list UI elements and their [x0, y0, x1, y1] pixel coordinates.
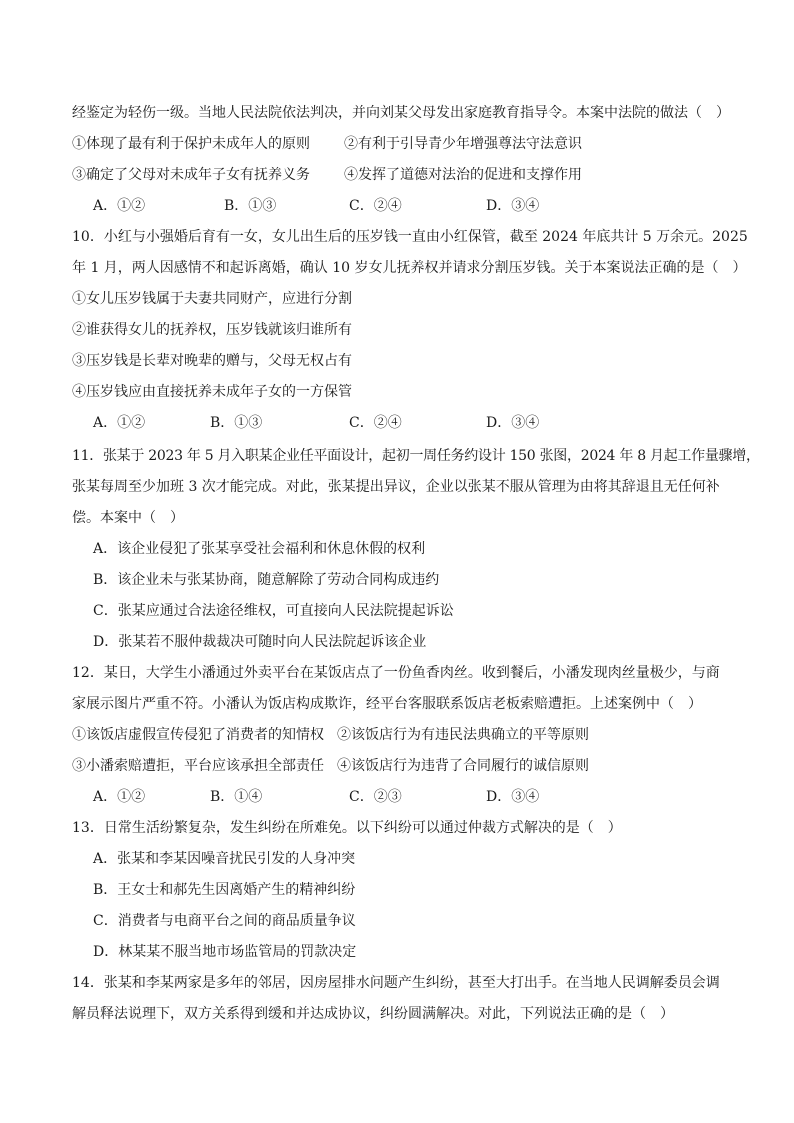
- q11-stem-line-2: 张某每周至少加班 3 次才能完成。对此，张某提出异议，企业以张某不服从管理为由将其辞退且无任何补: [72, 479, 720, 495]
- q9-option-c: C．②④: [349, 198, 402, 214]
- q12-statement-3: ③小潘索赔遭拒，平台应该承担全部责任: [72, 758, 324, 774]
- q13-option-b: B．王女士和郝先生因离婚产生的精神纠纷: [93, 882, 356, 898]
- q11-option-d: D．张某若不服仲裁裁决可随时向人民法院起诉该企业: [93, 634, 427, 650]
- q11-option-b: B．该企业未与张某协商，随意解除了劳动合同构成违约: [93, 572, 440, 588]
- q12-statements-row-1: [72, 726, 752, 744]
- q9-statement-1: ①体现了最有利于保护未成年人的原则: [72, 136, 310, 152]
- q10-option-b: B．①③: [210, 415, 263, 431]
- q9-statement-3: ③确定了父母对未成年子女有抚养义务: [72, 167, 310, 183]
- q11-stem-line-3: 偿。本案中（ ）: [72, 510, 184, 526]
- q9-statement-4: ④发挥了道德对法治的促进和支撑作用: [344, 167, 582, 183]
- q10-statement-1: ①女儿压岁钱属于夫妻共同财产，应进行分割: [72, 291, 352, 307]
- q12-option-b: B．①④: [210, 789, 263, 805]
- q12-option-a: A．①②: [93, 789, 146, 805]
- q12-statement-2: ②该饭店行为有违民法典确立的平等原则: [337, 727, 589, 743]
- q12-statement-1: ①该饭店虚假宣传侵犯了消费者的知情权: [72, 727, 324, 743]
- q10-statement-3: ③压岁钱是长辈对晚辈的赠与，父母无权占有: [72, 353, 352, 369]
- q9-statements-row-2: [72, 166, 752, 184]
- q10-stem-line-2: 年 1 月，两人因感情不和起诉离婚，确认 10 岁女儿抚养权并请求分割压岁钱。关于本案说法正确的是（ ）: [72, 260, 747, 276]
- q13-option-d: D．林某某不服当地市场监管局的罚款决定: [93, 944, 357, 960]
- q10-statement-4: ④压岁钱应由直接抚养未成年子女的一方保管: [72, 384, 352, 400]
- q10-option-a: A．①②: [93, 415, 146, 431]
- q12-statement-4: ④该饭店行为违背了合同履行的诚信原则: [337, 758, 589, 774]
- q11-option-c: C．张某应通过合法途径维权，可直接向人民法院提起诉讼: [93, 603, 454, 619]
- q9-option-d: D．③④: [486, 198, 540, 214]
- q13-stem: 13．日常生活纷繁复杂，发生纠纷在所难免。以下纠纷可以通过仲裁方式解决的是（ ）: [72, 820, 622, 836]
- q11-option-a: A．该企业侵犯了张某享受社会福利和休息休假的权利: [93, 541, 426, 557]
- q12-statements-row-2: [72, 757, 752, 775]
- q10-options: [93, 414, 693, 432]
- q12-option-c: C．②③: [349, 789, 402, 805]
- q13-option-c: C．消费者与电商平台之间的商品质量争议: [93, 913, 356, 929]
- q9-statement-2: ②有利于引导青少年增强尊法守法意识: [344, 136, 582, 152]
- q13-option-a: A．张某和李某因噪音扰民引发的人身冲突: [93, 851, 356, 867]
- q14-stem-line-1: 14．张某和李某两家是多年的邻居，因房屋排水问题产生纠纷，甚至大打出手。在当地人民调解委员会调: [72, 975, 720, 991]
- q9-statements-row-1: [72, 135, 752, 153]
- q11-stem-line-1: 11．张某于 2023 年 5 月入职某企业任平面设计，起初一周任务约设计 150 张图，2024 年 8 月起工作量骤增，: [72, 448, 760, 464]
- q12-options: [93, 788, 693, 806]
- q12-option-d: D．③④: [486, 789, 540, 805]
- q10-statement-2: ②谁获得女儿的抚养权，压岁钱就该归谁所有: [72, 322, 352, 338]
- q9-stem-continued: 经鉴定为轻伤一级。当地人民法院依法判决，并向刘某父母发出家庭教育指导令。本案中法院的做法（ ）: [72, 105, 730, 121]
- q9-option-a: A．①②: [93, 198, 146, 214]
- q12-stem-line-2: 家展示图片严重不符。小潘认为饭店构成欺诈，经平台客服联系饭店老板索赔遭拒。上述案例中（ ）: [72, 696, 702, 712]
- q9-option-b: B．①③: [224, 198, 277, 214]
- q14-stem-line-2: 解员释法说理下，双方关系得到缓和并达成协议，纠纷圆满解决。对此，下列说法正确的是（ ）: [72, 1006, 674, 1022]
- q10-option-c: C．②④: [349, 415, 402, 431]
- q9-options: [93, 197, 693, 215]
- q10-stem-line-1: 10．小红与小强婚后育有一女，女儿出生后的压岁钱一直由小红保管，截至 2024 年底共计 5 万余元。2025: [72, 229, 748, 245]
- q12-stem-line-1: 12．某日，大学生小潘通过外卖平台在某饭店点了一份鱼香肉丝。收到餐后，小潘发现肉丝量极少，与商: [72, 665, 720, 681]
- q10-option-d: D．③④: [486, 415, 540, 431]
